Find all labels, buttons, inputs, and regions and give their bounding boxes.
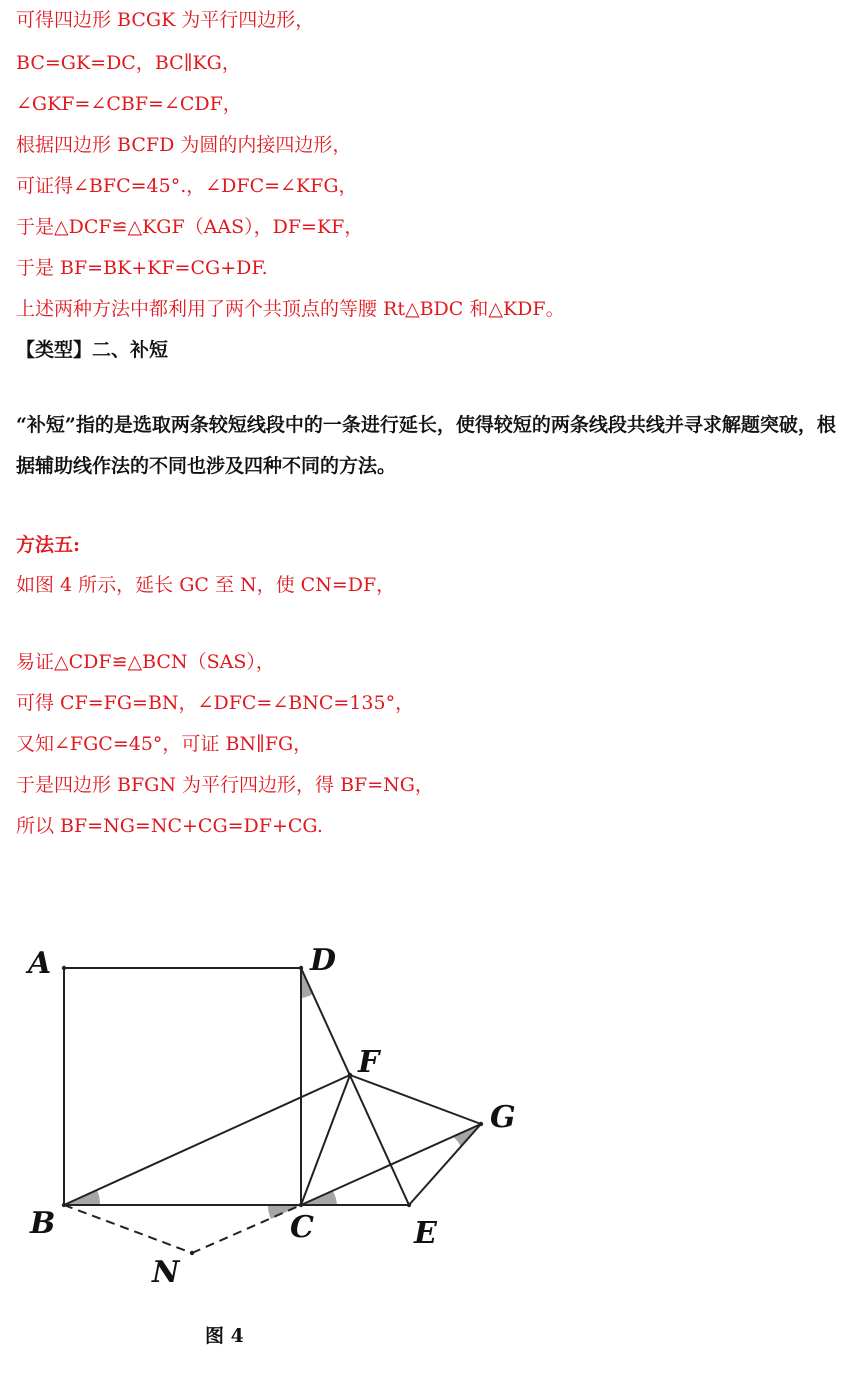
method-title: 方法五: <box>16 534 81 556</box>
method-line-3: 可得 CF=FG=BN，∠DFC=∠BNC=135°， <box>16 692 415 714</box>
segment-bf <box>64 1075 350 1205</box>
segment-ge <box>409 1124 481 1205</box>
proof-line-1: 可得四边形 BCGK 为平行四边形， <box>16 9 315 31</box>
point-g <box>479 1122 483 1126</box>
proof-line-7: 于是 BF=BK+KF=CG+DF. <box>16 257 268 279</box>
point-n <box>190 1251 194 1255</box>
label-f: F <box>358 1045 380 1080</box>
method-line-2: 易证△CDF≌△BCN（SAS）， <box>16 651 275 673</box>
proof-line-2: BC=GK=DC，BC∥KG， <box>16 52 241 74</box>
proof-line-8: 上述两种方法中都利用了两个共顶点的等腰 Rt△BDC 和△KDF。 <box>16 298 565 320</box>
point-b <box>62 1203 66 1207</box>
method-line-5: 于是四边形 BFGN 为平行四边形，得 BF=NG， <box>16 774 434 796</box>
proof-line-3: ∠GKF=∠CBF=∠CDF， <box>16 93 242 115</box>
label-n: N <box>152 1255 180 1290</box>
point-d <box>299 966 303 970</box>
label-a: A <box>28 946 52 981</box>
point-f <box>348 1073 352 1077</box>
type-heading: 【类型】二、补短 <box>16 339 169 361</box>
geometry-figure <box>0 930 560 1310</box>
point-a <box>62 966 66 970</box>
proof-line-5: 可证得∠BFC=45°.，∠DFC=∠KFG， <box>16 175 358 197</box>
figure-caption: 图 4 <box>205 1325 244 1347</box>
method-line-4: 又知∠FGC=45°，可证 BN∥FG， <box>16 733 313 755</box>
segment-bn-dashed <box>64 1205 192 1253</box>
method-line-1: 如图 4 所示，延长 GC 至 N，使 CN=DF， <box>16 574 396 596</box>
method-line-6: 所以 BF=NG=NC+CG=DF+CG. <box>16 815 323 837</box>
label-d: D <box>310 943 337 978</box>
proof-line-6: 于是△DCF≌△KGF（AAS），DF=KF， <box>16 216 364 238</box>
segment-de <box>301 968 409 1205</box>
label-b: B <box>30 1206 56 1241</box>
label-c: C <box>290 1210 314 1245</box>
intro-paragraph: “补短”指的是选取两条较短线段中的一条进行延长，使得较短的两条线段共线并寻求解题突破，根据辅助线作法的不同也涉及四种不同的方法。 <box>16 414 836 477</box>
label-e: E <box>414 1216 437 1251</box>
point-e <box>407 1203 411 1207</box>
proof-line-4: 根据四边形 BCFD 为圆的内接四边形， <box>16 134 352 156</box>
point-c <box>299 1203 303 1207</box>
label-g: G <box>490 1100 516 1135</box>
